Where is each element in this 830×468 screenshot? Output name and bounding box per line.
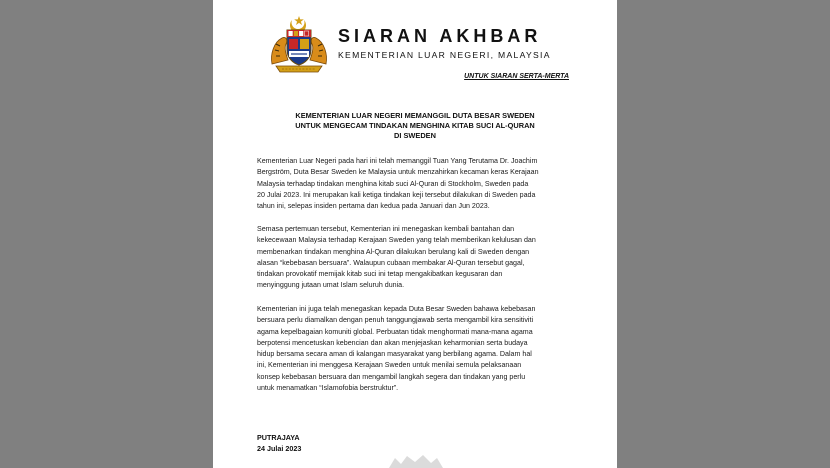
paragraph-line: agama kepelbagaian komuniti global. Perbuatan tidak menghormati mana-mana agama (257, 327, 533, 336)
paragraph-line: berpotensi mencetuskan kebencian dan akan menjejaskan keharmonian serta budaya (257, 338, 528, 347)
paragraph-line: ini, Kementerian ini menggesa Kerajaan Sweden untuk menilai semula pelaksanaan (257, 361, 522, 370)
release-note: UNTUK SIARAN SERTA-MERTA (464, 73, 569, 80)
body-paragraph-1 (257, 156, 571, 212)
document-title: SIARAN AKHBAR (338, 26, 542, 46)
paragraph-line: Semasa pertemuan tersebut, Kementerian ini menegaskan kembali bantahan dan (257, 225, 515, 233)
paragraph-line: hidup bersama secara aman di kalangan masyarakat yang berbilang agama. Dalam hal (257, 350, 532, 359)
paragraph-line: Malaysia terhadap tindakan menghina kitab suci Al-Quran di Stockholm, Sweden pada (257, 179, 529, 188)
press-release-page (213, 0, 617, 468)
paragraph-line: Kementerian ini juga telah menegaskan kepada Duta Besar Sweden bahawa kebebasan (257, 305, 536, 313)
paragraph-line: 20 Julai 2023. Ini merupakan kali ketiga tindakan keji tersebut dilakukan di Sweden pada (257, 190, 536, 199)
paragraph-line: kekecewaan Malaysia terhadap Kerajaan Sweden yang telah memberikan kelulusan dan (257, 236, 536, 245)
body-paragraph-3 (257, 304, 571, 394)
paragraph-line: alasan “kebebasan bersuara”. Walaupun cubaan membakar Al-Quran tersebut gagal, (257, 258, 525, 267)
headline-line: UNTUK MENGECAM TINDAKAN MENGHINA KITAB SUCI AL-QURAN (295, 121, 535, 130)
paragraph-line: konsep kebebasan bersuara dan mengambil langkah segera dan tindakan yang perlu (257, 372, 526, 381)
paragraph-line: tahun ini, selepas insiden pertama dan kedua pada Januari dan Jun 2023. (257, 202, 490, 211)
headline (253, 111, 577, 141)
headline-line: DI SWEDEN (394, 131, 436, 140)
release-date: 24 Julai 2023 (257, 444, 302, 453)
paragraph-line: Kementerian Luar Negeri pada hari ini telah memanggil Tuan Yang Terutama Dr. Joachim (257, 157, 538, 165)
paragraph-line: tindakan provokatif memijak kitab suci ini tetap mengakibatkan kegusaran dan (257, 270, 503, 279)
ministry-name: KEMENTERIAN LUAR NEGERI, MALAYSIA (338, 50, 551, 60)
headline-line: KEMENTERIAN LUAR NEGERI MEMANGGIL DUTA BESAR SWEDEN (295, 111, 535, 120)
place-name: PUTRAJAYA (257, 433, 300, 442)
place-and-date (257, 432, 301, 454)
paragraph-line: membenarkan tindakan menghina Al-Quran dilakukan berulang kali di Sweden dengan (257, 247, 530, 256)
paragraph-line: menyinggung jutaan umat Islam seluruh dunia. (257, 281, 405, 290)
paragraph-line: Bergström, Duta Besar Sweden ke Malaysia untuk menzahirkan kecaman keras Kerajaan (257, 168, 539, 177)
watermark-icon (385, 452, 445, 468)
paragraph-line: untuk menamatkan “Islamofobia berstruktur”. (257, 384, 399, 393)
malaysia-coat-of-arms-icon (268, 14, 330, 76)
paragraph-line: bersuara perlu diamalkan dengan penuh tanggungjawab serta mengambil kira sensitiviti (257, 316, 534, 325)
body-paragraph-2 (257, 224, 571, 292)
